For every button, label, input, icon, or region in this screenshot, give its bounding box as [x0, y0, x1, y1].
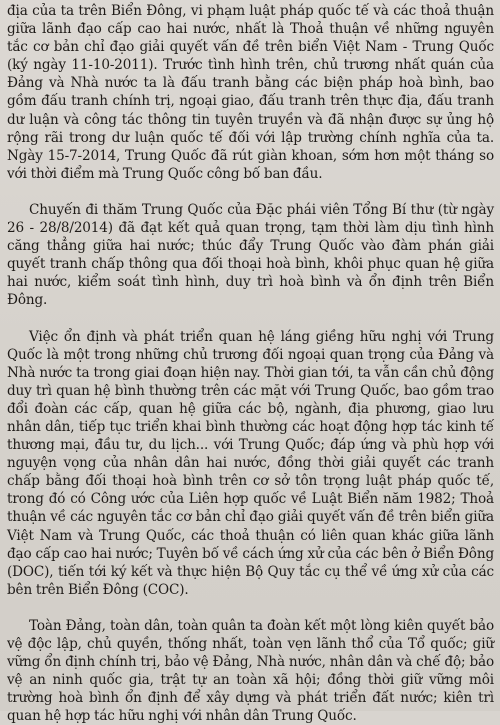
- paragraph-2: Chuyến đi thăm Trung Quốc của Đặc phái viên Tổng Bí thư (từ ngày 26 - 28/8/2014) đã đạt kết quả quan trọng, tạm thời làm dịu tình hình căng thẳng giữa hai nước; thúc đẩy Trung Quốc vào đàm phán giải quyết tranh chấp thông qua đối thoại hoà bình, khôi phục quan hệ giữa hai nước, kiểm soát tình hình, duy trì hoà bình và ổn định trên Biển Đông.: [7, 201, 494, 309]
- paragraph-4: Toàn Đảng, toàn dân, toàn quân ta đoàn kết một lòng kiên quyết bảo vệ độc lập, chủ quyền, thống nhất, toàn vẹn lãnh thổ của Tổ quốc; giữ vững ổn định chính trị, bảo vệ Đảng, Nhà nước, nhân dân và chế độ; bảo vệ an ninh quốc gia, trật tự an toàn xã hội; đồng thời giữ vững môi trường hoà bình ổn định để xây dựng và phát triển đất nước; kiên trì quan hệ hợp tác hữu nghị với nhân dân Trung Quốc.: [7, 617, 494, 725]
- paragraph-3: Việc ổn định và phát triển quan hệ láng giềng hữu nghị với Trung Quốc là một trong những chủ trương đối ngoại quan trọng của Đảng và Nhà nước ta trong giai đoạn hiện nay. Thời gian tới, ta vẫn cần chủ động duy trì quan hệ bình thường trên các mặt với Trung Quốc, bao gồm trao đổi đoàn các cấp, quan hệ giữa các bộ, ngành, địa phương, giao lưu nhân dân, tiếp tục triển khai bình thường các hoạt động hợp tác kinh tế thương mại, đầu tư, du lịch... với Trung Quốc; đáp ứng và phù hợp với nguyện vọng của nhân dân hai nước, đồng thời giải quyết các tranh chấp bằng đối thoại hoà bình trên cơ sở tôn trọng luật pháp quốc tế, trong đó có Công ước của Liên hợp quốc về Luật Biển năm 1982; Thoả thuận về các nguyên tắc cơ bản chỉ đạo giải quyết vấn đề trên biển giữa Việt Nam và Trung Quốc, các thoả thuận có liên quan khác giữa lãnh đạo cấp cao hai nước; Tuyên bố về cách ứng xử của các bên ở Biển Đông (DOC), tiến tới ký kết và thực hiện Bộ Quy tắc cụ thể về ứng xử của các bên trên Biển Đông (COC).: [7, 328, 494, 598]
- paragraph-1: địa của ta trên Biển Đông, vi phạm luật pháp quốc tế và các thoả thuận giữa lãnh đạo cấp cao hai nước, nhất là Thoả thuận về những nguyên tắc cơ bản chỉ đạo giải quyết vấn đề trên biển Việt Nam - Trung Quốc (ký ngày 11-10-2011). Trước tình hình trên, chủ trương nhất quán của Đảng và Nhà nước ta là đấu tranh bằng các biện pháp hoà bình, bao gồm đấu tranh chính trị, ngoại giao, đấu tranh trên thực địa, đấu tranh dư luận và công tác thông tin tuyên truyền và đã nhận được sự ủng hộ rộng rãi trong dư luận quốc tế đối với lập trường chính nghĩa của ta. Ngày 15-7-2014, Trung Quốc đã rút giàn khoan, sớm hơn một tháng so với thời điểm mà Trung Quốc công bố ban đầu.: [7, 3, 494, 182]
